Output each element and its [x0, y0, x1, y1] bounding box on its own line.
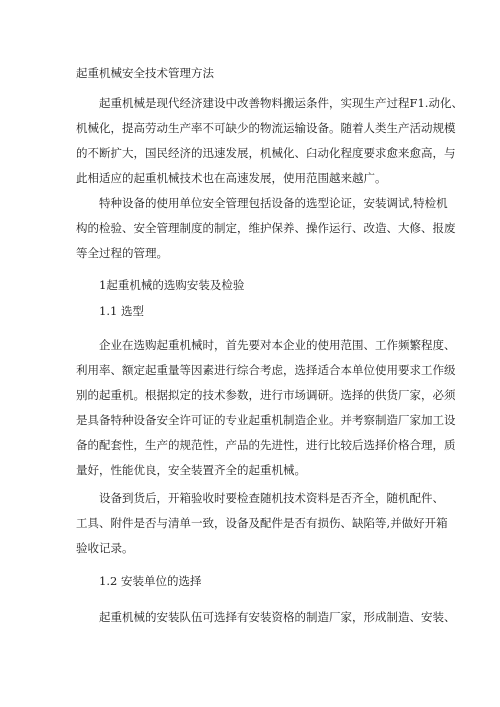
paragraph-line: 特种设备的使用单位安全管理包括设备的选型论证，安装调试,特检机: [99, 196, 448, 210]
paragraph-line: 此相适应的起重机械技术也在高速发展，使用范围越来越广。: [76, 171, 387, 185]
section-heading: 1起重机械的选购安装及检验: [99, 278, 245, 292]
paragraph-line: 设备到货后，开箱验收时要检查随机技术资料是否齐全，随机配件、: [99, 491, 444, 505]
paragraph-line: 构的检验、安全管理制度的制定，维护保养、操作运行、改造、大修、报废: [76, 221, 456, 235]
paragraph-line: 利用率、额定起重量等因素进行综合考虑，选择适合本单位使用要求工作级: [76, 363, 456, 377]
paragraph-line: 起重机械是现代经济建设中改善物料搬运条件，实现生产过程F1.动化、: [99, 96, 463, 110]
paragraph-line: 是具备特种设备安全许可证的专业起重机制造企业。并考察制造厂家加工设: [76, 413, 456, 427]
subsection-heading: 1.1 选型: [99, 304, 144, 318]
paragraph-line: 备的配套性，生产的规范性，产品的先进性，进行比较后选择价格合理，质: [76, 438, 456, 452]
paragraph-line: 的不断扩大，国民经济的迅速发展，机械化、臼动化程度要求愈来愈高，与: [76, 146, 456, 160]
document-title: 起重机械安全技术管理方法: [76, 66, 214, 80]
paragraph-line: 机械化，提高劳动生产率不可缺少的物流运输设备。随着人类生产活动规模: [76, 121, 456, 135]
subsection-heading: 1.2 安装单位的选择: [99, 574, 202, 588]
paragraph-line: 工具、附件是否与清单一致，设备及配件是否有损伤、缺陷等,并做好开箱: [76, 516, 448, 530]
paragraph-line: 等全过程的管理。: [76, 246, 168, 260]
paragraph-line: 量好，性能优良，安全装置齐全的起重机械。: [76, 463, 306, 477]
paragraph-line: 企业在选购起重机械时，首先要对本企业的使用范围、工作频繁程度、: [99, 338, 456, 352]
paragraph-line: 别的起重机。根据拟定的技术参数，进行市场调研。选择的供货厂家，必须: [76, 388, 456, 402]
paragraph-line: 起重机械的安装队伍可选择有安装资格的制造厂家，形成制造、安装、: [99, 610, 456, 624]
paragraph-line: 验收记录。: [76, 541, 134, 555]
